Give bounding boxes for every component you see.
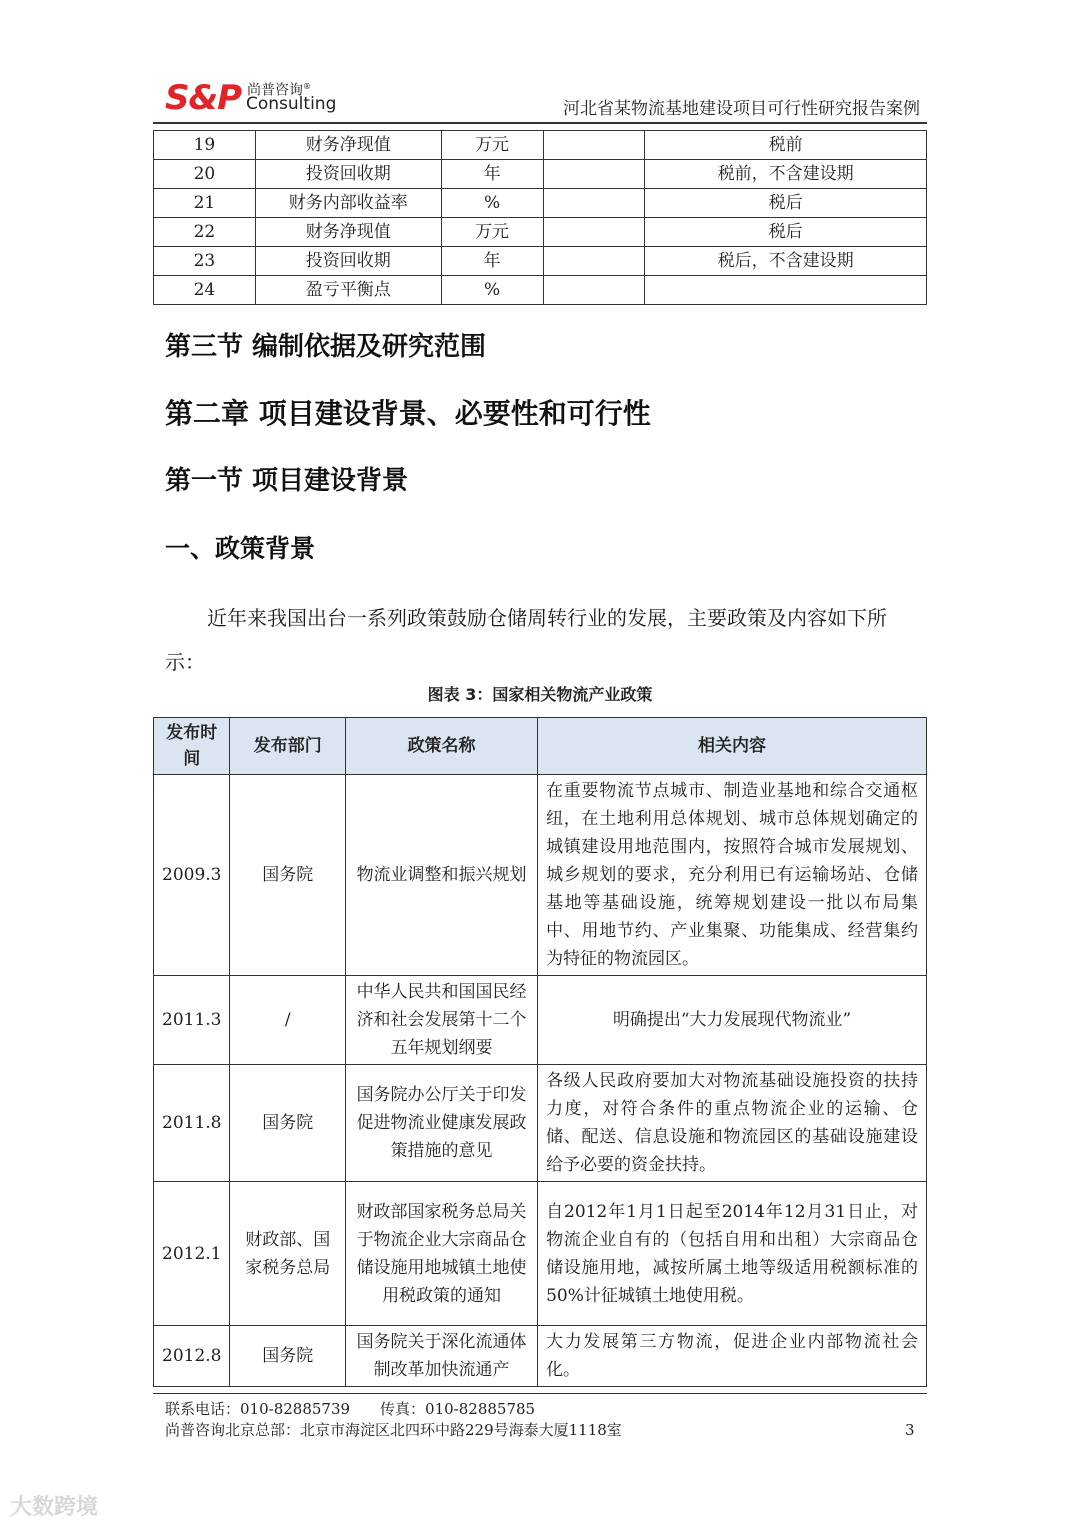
indicator-table [153,130,927,305]
indicator-unit: 年 [441,160,543,189]
page-number: 3 [905,1421,915,1439]
policy-content: 明确提出“大力发展现代物流业” [538,976,927,1065]
policy-content: 各级人民政府要加大对物流基础设施投资的扶持力度，对符合条件的重点物流企业的运输、仓储、配送、信息设施和物流园区的基础设施建设给予必要的资金扶持。 [538,1065,927,1182]
indicator-name: 财务净现值 [255,218,441,247]
policy-name: 中华人民共和国国民经济和社会发展第十二个五年规划纲要 [346,976,538,1065]
header-department: 发布部门 [230,718,346,775]
header-date: 发布时间 [154,718,230,775]
table-row [154,1182,927,1326]
indicator-note: 税后 [645,218,927,247]
policy-department: / [230,976,346,1065]
section-heading: 第三节 编制依据及研究范围 [165,332,487,362]
indicator-value [543,276,645,305]
document-title: 河北省某物流基地建设项目可行性研究报告案例 [563,99,920,119]
policy-department: 国务院 [230,775,346,976]
body-paragraph: 近年来我国出台一系列政策鼓励仓储周转行业的发展，主要政策及内容如下所示： [165,606,887,674]
row-number: 21 [154,189,256,218]
logo-chinese-name: 尚普咨询® [247,82,311,99]
policy-date: 2012.8 [154,1326,230,1387]
policy-date: 2012.1 [154,1182,230,1326]
table-row [154,1065,927,1182]
section-heading: 第一节 项目建设背景 [165,466,409,496]
policy-name: 国务院关于深化流通体制改革加快流通产 [346,1326,538,1387]
row-number: 20 [154,160,256,189]
header-policy-name: 政策名称 [346,718,538,775]
logo-english-name: Consulting [246,94,337,114]
policy-content: 在重要物流节点城市、制造业基地和综合交通枢纽，在土地利用总体规划、城市总体规划确定的城镇建设用地范围内，按照符合城市发展规划、城乡规划的要求，充分利用已有运输场站、仓储基地等基础设施，统筹规划建设一批以布局集中、用地节约、产业集聚、功能集成、经营集约为特征的物流园区。 [538,775,927,976]
policy-date: 2009.3 [154,775,230,976]
indicator-name: 财务净现值 [255,131,441,160]
indicator-unit: 万元 [441,218,543,247]
header-divider [153,122,927,124]
indicator-name: 盈亏平衡点 [255,276,441,305]
indicator-note: 税后 [645,189,927,218]
table-header-row [154,718,927,775]
indicator-note [645,276,927,305]
table-row [154,1326,927,1387]
row-number: 19 [154,131,256,160]
indicator-value [543,189,645,218]
indicator-note: 税后，不含建设期 [645,247,927,276]
policy-content: 大力发展第三方物流，促进企业内部物流社会化。 [538,1326,927,1387]
table-row [154,247,927,276]
footer-contact: 联系电话：010-82885739 传真：010-82885785 [165,1400,536,1418]
table-row [154,189,927,218]
indicator-value [543,131,645,160]
policy-department: 国务院 [230,1326,346,1387]
policy-name: 财政部国家税务总局关于物流企业大宗商品仓储设施用地城镇土地使用税政策的通知 [346,1182,538,1326]
row-number: 22 [154,218,256,247]
policy-department: 财政部、国家税务总局 [230,1182,346,1326]
indicator-value [543,160,645,189]
footer-address: 尚普咨询北京总部：北京市海淀区北四环中路229号海泰大厦1118室 [165,1421,622,1439]
indicator-value [543,218,645,247]
policy-date: 2011.8 [154,1065,230,1182]
indicator-note: 税前 [645,131,927,160]
policy-department: 国务院 [230,1065,346,1182]
table-row [154,218,927,247]
table-row [154,775,927,976]
policy-name: 国务院办公厅关于印发促进物流业健康发展政策措施的意见 [346,1065,538,1182]
policy-date: 2011.3 [154,976,230,1065]
row-number: 24 [154,276,256,305]
indicator-name: 投资回收期 [255,247,441,276]
header-content: 相关内容 [538,718,927,775]
policy-table [153,717,927,1387]
indicator-unit: 万元 [441,131,543,160]
company-logo: S&P [165,78,242,118]
footer-divider [153,1393,927,1394]
indicator-note: 税前，不含建设期 [645,160,927,189]
chapter-heading: 第二章 项目建设背景、必要性和可行性 [165,397,651,430]
indicator-unit: 年 [441,247,543,276]
indicator-name: 投资回收期 [255,160,441,189]
row-number: 23 [154,247,256,276]
subsection-heading: 一、政策背景 [165,534,316,563]
figure-caption: 图表 3：国家相关物流产业政策 [427,685,653,704]
table-row [154,131,927,160]
policy-content: 自2012年1月1日起至2014年12月31日止，对物流企业自有的（包括自用和出租）大宗商品仓储设施用地，减按所属土地等级适用税额标准的50%计征城镇土地使用税。 [538,1182,927,1326]
indicator-value [543,247,645,276]
table-row [154,276,927,305]
indicator-unit: % [441,189,543,218]
table-row [154,976,927,1065]
policy-name: 物流业调整和振兴规划 [346,775,538,976]
indicator-unit: % [441,276,543,305]
indicator-name: 财务内部收益率 [255,189,441,218]
table-row [154,160,927,189]
watermark: 大数跨境 [10,1495,99,1520]
